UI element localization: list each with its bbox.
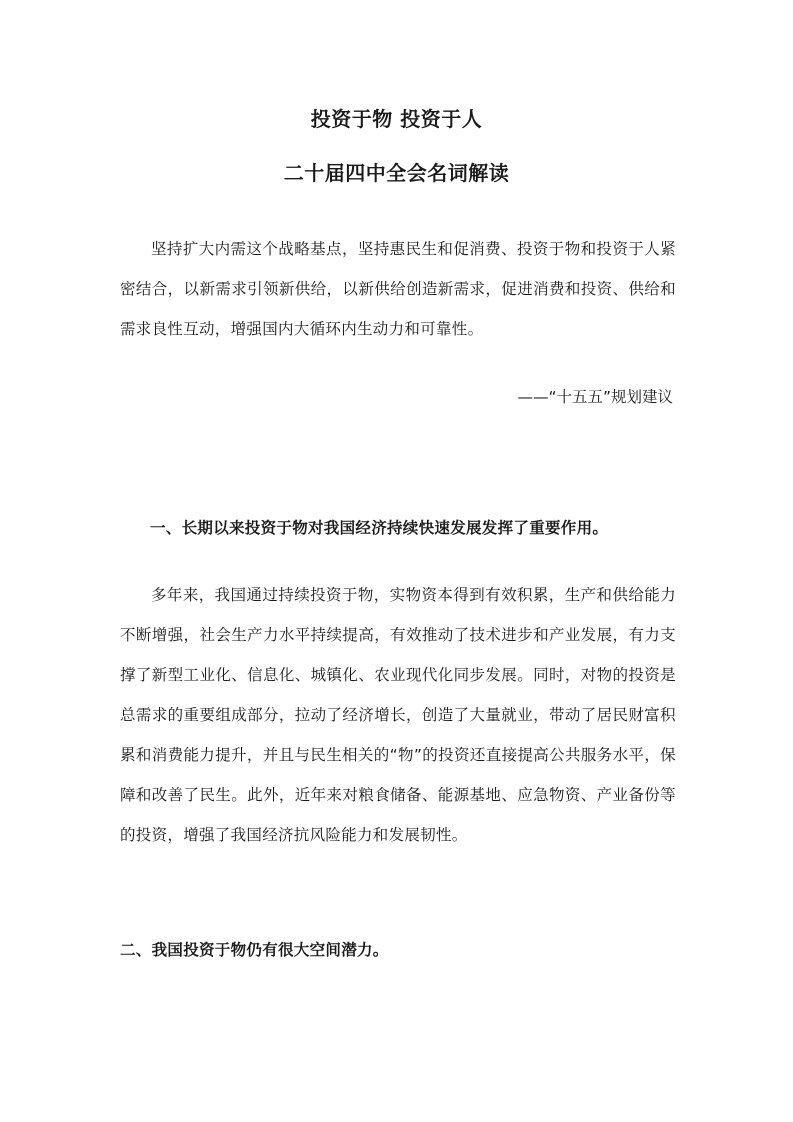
section-1-heading: 一、长期以来投资于物对我国经济持续快速发展发挥了重要作用。 [150,519,609,537]
quote-paragraph: 坚持扩大内需这个战略基点，坚持惠民生和促消费、投资于物和投资于人紧密结合，以新需求引领新供给，以新供给创造新需求，促进消费和投资、供给和需求良性互动，增强国内大循环内生动力和可靠性。 [120,240,676,338]
section-2-heading: 二、我国投资于物仍有很大空间潜力。 [120,941,389,959]
section-1-body: 多年来，我国通过持续投资于物，实物资本得到有效积累，生产和供给能力不断增强，社会生产力水平持续提高，有效推动了技术进步和产业发展，有力支撑了新型工业化、信息化、城镇化、农业现代化同步发展。同时，对物的投资是总需求的重要组成部分，拉动了经济增长，创造了大量就业，带动了居民财富积累和消费能力提升，并且与民生相关的“物”的投资还直接提高公共服务水平，保障和改善了民生。此外，近年来对粮食储备、能源基地、应急物资、产业备份等的投资，增强了我国经济抗风险能力和发展韧性。 [120,586,676,844]
document-title: 投资于物 投资于人 [310,107,483,131]
quote-source: ——“十五五”规划建议 [517,388,673,406]
document-subtitle: 二十届四中全会名词解读 [283,161,510,185]
